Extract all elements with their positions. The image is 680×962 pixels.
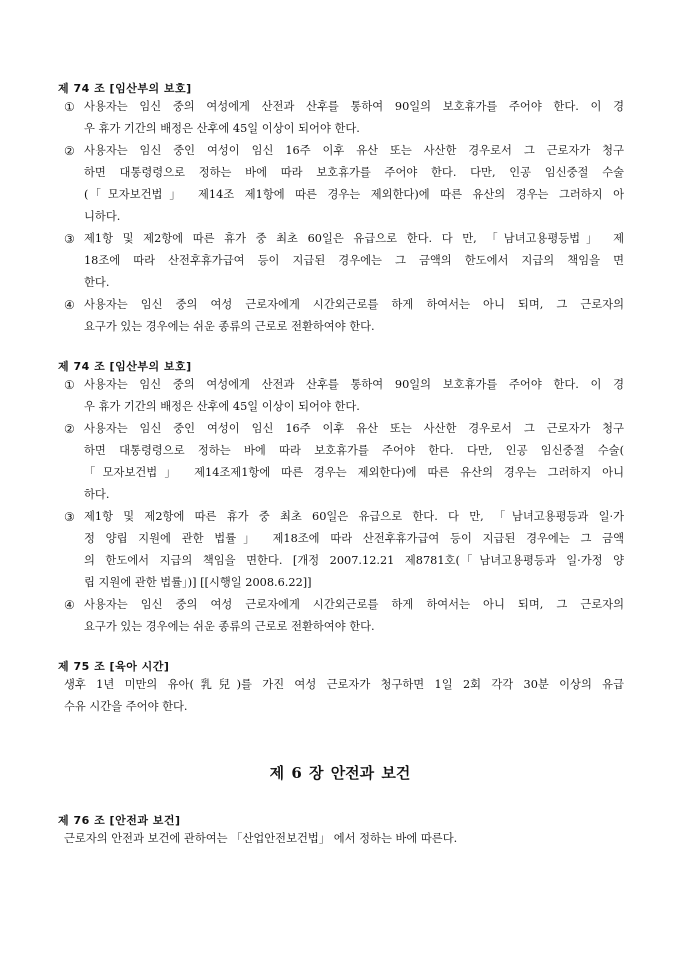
article-heading: 제 74 조 [임산부의 보호] <box>58 82 192 95</box>
item-line: 사용자는 임신 중의 여성에게 산전과 산후를 통하여 90일의 보호휴가를 주어야 한다. 이 경 <box>84 100 624 113</box>
item-line: 하면 대통령령으로 정하는 바에 따라 보호휴가를 주어야 한다. 다만, 인공 임신중절 수술( <box>84 444 624 457</box>
item-number: ① <box>64 100 75 114</box>
article-item-2 <box>64 140 624 228</box>
item-line: 사용자는 임신 중인 여성이 임신 16주 이후 유산 또는 사산한 경우로서 그 근로자가 청구 <box>84 144 624 157</box>
item-number: ① <box>64 378 75 392</box>
item-line: 요구가 있는 경우에는 쉬운 종류의 근로로 전환하여야 한다. <box>84 320 375 333</box>
article-body <box>64 828 624 850</box>
article-heading: 제 75 조 [육아 시간] <box>58 660 170 673</box>
item-line: (「모자보건법」 제14조 제1항에 따른 경우는 제외한다)에 따른 유산의 경우는 그러하지 아 <box>84 188 624 201</box>
item-line: 립 지원에 관한 법률」)] [[시행일 2008.6.22]] <box>84 576 312 589</box>
body-line: 수유 시간을 주어야 한다. <box>64 700 188 713</box>
article-heading: 제 74 조 [임산부의 보호] <box>58 360 192 373</box>
article-item-1 <box>64 374 624 418</box>
item-number: ④ <box>64 598 75 612</box>
body-line: 근로자의 안전과 보건에 관하여는 「산업안전보건법」 에서 정하는 바에 따른다. <box>64 832 458 845</box>
article-item-2 <box>64 418 624 506</box>
item-line: 우 휴가 기간의 배정은 산후에 45일 이상이 되어야 한다. <box>84 122 360 135</box>
item-number: ② <box>64 422 75 436</box>
item-line: 사용자는 임신 중의 여성 근로자에게 시간외근로를 하게 하여서는 아니 되며, 그 근로자의 <box>84 598 624 611</box>
article-item-4 <box>64 594 624 638</box>
item-line: 우 휴가 기간의 배정은 산후에 45일 이상이 되어야 한다. <box>84 400 360 413</box>
body-line: 생후 1년 미만의 유아(乳兒)를 가진 여성 근로자가 청구하면 1일 2회 각각 30분 이상의 유급 <box>64 678 624 691</box>
item-line: 정 양립 지원에 관한 법률」 제18조에 따라 산전후휴가급여 등이 지급된 경우에는 그 금액 <box>84 532 624 545</box>
item-line: 18조에 따라 산전후휴가급여 등이 지급된 경우에는 그 금액의 한도에서 지급의 책임을 면 <box>84 254 624 267</box>
item-number: ④ <box>64 298 75 312</box>
item-line: 한다. <box>84 276 110 289</box>
item-line: 요구가 있는 경우에는 쉬운 종류의 근로로 전환하여야 한다. <box>84 620 375 633</box>
item-line: 「모자보건법」 제14조제1항에 따른 경우는 제외한다)에 따른 유산의 경우는 그러하지 아니 <box>84 466 624 479</box>
item-line: 의 한도에서 지급의 책임을 면한다. [개정 2007.12.21 제8781호(「남녀고용평등과 일·가정 양 <box>84 554 624 567</box>
item-line: 니하다. <box>84 210 121 223</box>
item-line: 하다. <box>84 488 110 501</box>
item-line: 사용자는 임신 중의 여성 근로자에게 시간외근로를 하게 하여서는 아니 되며, 그 근로자의 <box>84 298 624 311</box>
article-item-3 <box>64 228 624 294</box>
item-line: 하면 대통령령으로 정하는 바에 따라 보호휴가를 주어야 한다. 다만, 인공 임신중절 수술 <box>84 166 624 179</box>
article-body <box>64 674 624 718</box>
item-line: 제1항 및 제2항에 따른 휴가 중 최초 60일은 유급으로 한다. 다 만, 「남녀고용평등법」 제 <box>84 232 624 245</box>
article-item-3 <box>64 506 624 594</box>
article-heading: 제 76 조 [안전과 보건] <box>58 814 181 827</box>
chapter-title: 제 6 장 안전과 보건 <box>269 764 411 782</box>
item-line: 사용자는 임신 중인 여성이 임신 16주 이후 유산 또는 사산한 경우로서 그 근로자가 청구 <box>84 422 624 435</box>
item-number: ③ <box>64 510 75 524</box>
item-line: 사용자는 임신 중의 여성에게 산전과 산후를 통하여 90일의 보호휴가를 주어야 한다. 이 경 <box>84 378 624 391</box>
item-number: ② <box>64 144 75 158</box>
article-item-1 <box>64 96 624 140</box>
item-number: ③ <box>64 232 75 246</box>
article-item-4 <box>64 294 624 338</box>
item-line: 제1항 및 제2항에 따른 휴가 중 최초 60일은 유급으로 한다. 다 만, 「남녀고용평등과 일·가 <box>84 510 624 523</box>
